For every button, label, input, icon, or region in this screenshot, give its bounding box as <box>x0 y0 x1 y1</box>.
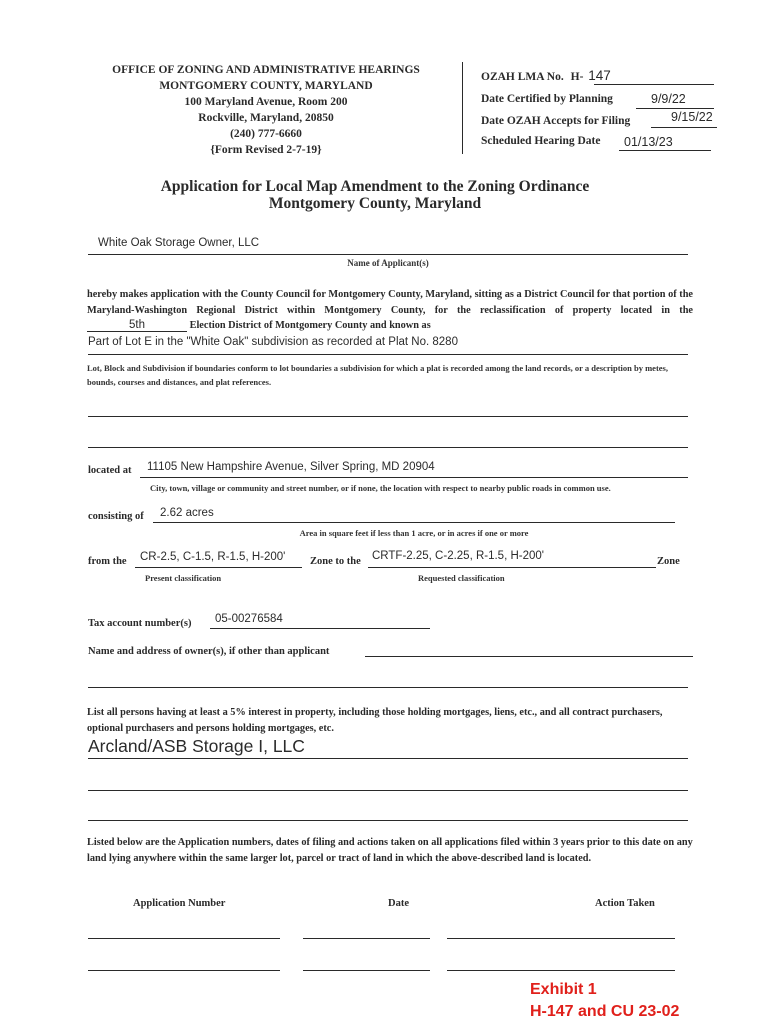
ozah-certified-label: Date Certified by Planning <box>481 93 613 105</box>
app-row2-action-line <box>447 970 675 971</box>
area-caption: Area in square feet if less than 1 acre, or in acres if one or more <box>299 528 529 538</box>
requested-zone-line <box>368 567 656 568</box>
lot-extra-line-1 <box>88 416 688 417</box>
applications-col-date: Date <box>388 898 409 909</box>
ozah-hearing-label: Scheduled Hearing Date <box>481 135 601 147</box>
requested-zone-caption: Requested classification <box>418 573 505 583</box>
owner-line-2 <box>88 687 688 688</box>
app-row1-number-line <box>88 938 280 939</box>
ozah-accepts-label: Date OZAH Accepts for Filing <box>481 115 631 127</box>
election-district-value: 5th <box>87 319 187 332</box>
present-zone-line <box>135 567 302 568</box>
interest-text: List all persons having at least a 5% interest in property, including those holding mortgages, liens, etc., and all contract purchasers, optional purchasers and persons holding mortgages, etc. <box>87 707 663 734</box>
area-value: 2.62 acres <box>160 507 214 519</box>
ozah-lma-prefix: H- <box>570 71 584 83</box>
zone-label: Zone <box>657 556 680 567</box>
applications-text: Listed below are the Application numbers, dates of filing and actions taken on all applications filed within 3 years prior to this date on any land lying anywhere within the same larger lot, parcel or tract of land in which the above-described land is located. <box>87 837 693 864</box>
tax-account-label: Tax account number(s) <box>88 618 192 629</box>
ozah-lma-line <box>594 84 714 85</box>
ozah-hearing-value: 01/13/23 <box>624 135 673 149</box>
interest-line-1 <box>88 758 688 759</box>
applicant-caption: Name of Applicant(s) <box>347 258 429 268</box>
interest-holder-value: Arcland/ASB Storage I, LLC <box>88 736 305 756</box>
lot-caption: Lot, Block and Subdivision if boundaries conform to lot boundaries a subdivision for which a plat is recorded among the land records, or a description by metes, bounds, courses and distances, and plat references. <box>87 363 668 387</box>
tax-account-value: 05-00276584 <box>215 613 283 625</box>
intro-text-2: Election District of Montgomery County and known as <box>189 320 431 331</box>
location-line <box>140 477 688 478</box>
zoning-to-label: Zone to the <box>310 556 361 567</box>
applications-col-action: Action Taken <box>595 898 655 909</box>
office-name: OFFICE OF ZONING AND ADMINISTRATIVE HEARINGS <box>112 64 420 76</box>
title-line-1: Application for Local Map Amendment to the Zoning Ordinance <box>160 178 590 195</box>
owner-line-1 <box>365 656 693 657</box>
app-row1-date-line <box>303 938 430 939</box>
lot-description-value: Part of Lot E in the "White Oak" subdivision as recorded at Plat No. 8280 <box>88 336 458 348</box>
ozah-accepts-value: 9/15/22 <box>671 110 713 124</box>
location-caption: City, town, village or community and street number, or if none, the location with respect to nearby public roads in common use. <box>150 483 611 493</box>
tax-account-line <box>210 628 430 629</box>
exhibit-number: Exhibit 1 <box>530 981 597 998</box>
office-street: 100 Maryland Avenue, Room 200 <box>184 96 348 108</box>
office-county: MONTGOMERY COUNTY, MARYLAND <box>159 80 373 92</box>
ozah-box <box>478 64 718 156</box>
form-revision: {Form Revised 2-7-19} <box>210 144 322 156</box>
zoning-from-label: from the <box>88 556 127 567</box>
ozah-lma-value: 147 <box>588 68 611 83</box>
ozah-hearing-row <box>481 135 713 153</box>
intro-text: hereby makes application with the County Council for Montgomery County, Maryland, sitting as a District Council for that portion of the Maryland-Washington Regional District within Montgomery County, for the reclassification of property located in the <box>87 289 693 316</box>
requested-zone-value: CRTF-2.25, C-2.25, R-1.5, H-200' <box>372 550 544 562</box>
app-row2-number-line <box>88 970 280 971</box>
lot-line <box>88 354 688 355</box>
ozah-accepts-row <box>481 110 721 133</box>
app-row1-action-line <box>447 938 675 939</box>
page-title <box>60 178 690 212</box>
ozah-certified-row <box>481 93 713 111</box>
interest-line-3 <box>88 820 688 821</box>
ozah-certified-value: 9/9/22 <box>651 92 686 106</box>
ozah-box-divider <box>462 62 463 154</box>
ozah-hearing-line <box>619 150 711 151</box>
ozah-lma-row <box>481 68 713 86</box>
applicant-line <box>88 254 688 255</box>
ozah-certified-line <box>636 108 714 109</box>
owner-label: Name and address of owner(s), if other than applicant <box>88 646 330 657</box>
exhibit-case-numbers: H-147 and CU 23-02 <box>530 1003 680 1020</box>
present-zone-value: CR-2.5, C-1.5, R-1.5, H-200' <box>140 551 286 563</box>
present-zone-caption: Present classification <box>145 573 222 583</box>
title-line-2: Montgomery County, Maryland <box>268 195 482 212</box>
office-city: Rockville, Maryland, 20850 <box>198 112 334 124</box>
intro-paragraph <box>87 287 693 334</box>
location-value: 11105 New Hampshire Avenue, Silver Spring, MD 20904 <box>147 461 435 473</box>
applications-col-number: Application Number <box>133 898 226 909</box>
area-label: consisting of <box>88 511 144 522</box>
ozah-accepts-line <box>651 127 717 128</box>
app-row2-date-line <box>303 970 430 971</box>
office-phone: (240) 777-6660 <box>230 128 302 140</box>
interest-line-2 <box>88 790 688 791</box>
lot-extra-line-2 <box>88 447 688 448</box>
office-header <box>80 62 452 158</box>
applicant-value: White Oak Storage Owner, LLC <box>98 237 260 249</box>
exhibit-stamp <box>530 979 679 1023</box>
ozah-lma-label: OZAH LMA No. <box>481 71 564 83</box>
area-line <box>153 522 675 523</box>
location-label: located at <box>88 465 132 476</box>
